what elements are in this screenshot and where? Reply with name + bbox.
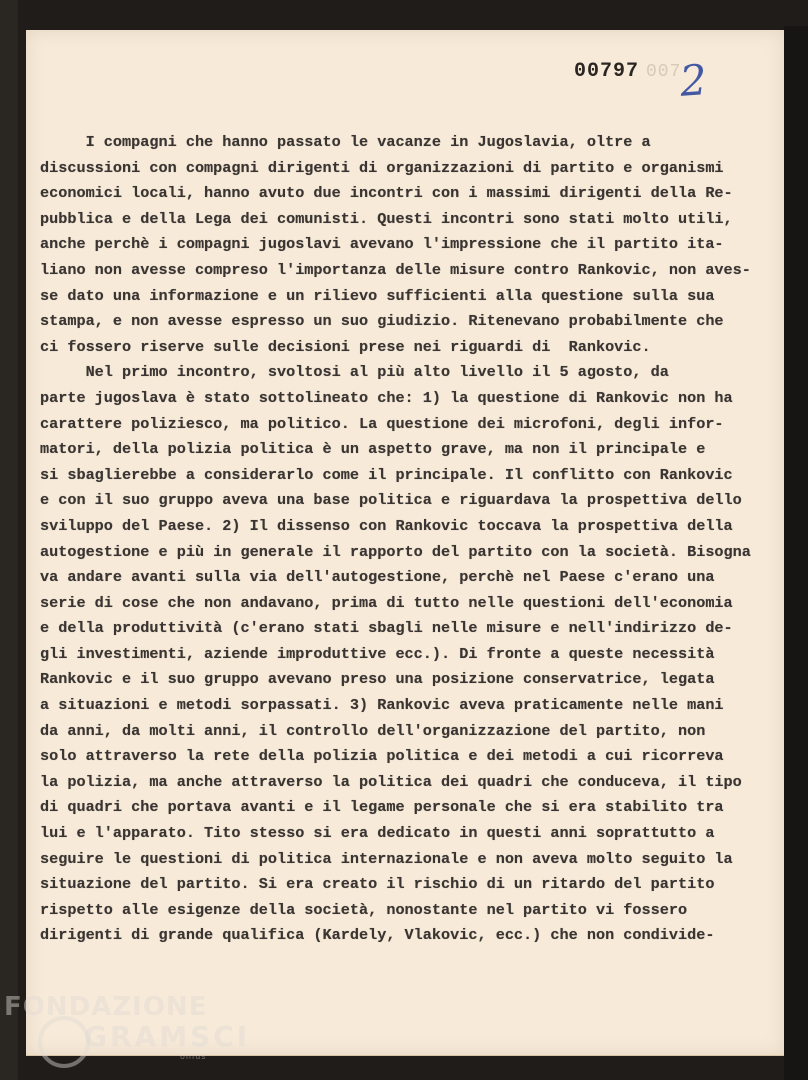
text-line: lui e l'apparato. Tito stesso si era dedicato in questi anni soprattutto a — [40, 824, 715, 843]
watermark-subtitle: onlus — [180, 1052, 207, 1061]
faded-archive-number: 007 — [646, 62, 682, 82]
text-line: Rankovic e il suo gruppo avevano preso una posizione conservatrice, legata — [40, 670, 715, 689]
text-line: se dato una informazione e un rilievo sufficienti alla questione sulla sua — [40, 286, 715, 305]
text-line: parte jugoslava è stato sottolineato che: 1) la questione di Rankovic non ha — [40, 388, 733, 407]
text-line: situazione del partito. Si era creato il rischio di un ritardo del partito — [40, 875, 715, 894]
text-line: autogestione e più in generale il rapporto del partito con la società. Bisogna — [40, 542, 751, 561]
text-line: sviluppo del Paese. 2) Il dissenso con Rankovic toccava la prospettiva della — [40, 516, 733, 535]
watermark-line-1: FONDAZIONE — [4, 992, 208, 1022]
text-line: discussioni con compagni dirigenti di organizzazioni di partito e organismi — [40, 158, 724, 177]
handwritten-page-number: 2 — [678, 55, 709, 106]
text-line: e della produttività (c'erano stati sbagli nelle misure e nell'indirizzo de- — [40, 619, 733, 638]
watermark-line-2: GRAMSCI — [84, 1020, 251, 1053]
text-line: solo attraverso la rete della polizia politica e dei metodi a cui ricorreva — [40, 747, 724, 766]
text-line: dirigenti di grande qualifica (Kardely, Vlakovic, ecc.) che non condivide- — [40, 926, 715, 945]
text-line: gli investimenti, aziende improduttive ecc.). Di fronte a queste necessità — [40, 644, 715, 663]
text-line: stampa, e non avesse espresso un suo giudizio. Ritenevano probabilmente che — [40, 312, 724, 331]
text-line: si sbaglierebbe a considerarlo come il principale. Il conflitto con Rankovic — [40, 465, 733, 484]
text-line: matori, della polizia politica è un aspetto grave, ma non il principale e — [40, 440, 706, 459]
scan-right-border — [784, 26, 808, 1080]
text-line: seguire le questioni di politica internazionale e non aveva molto seguito la — [40, 849, 733, 868]
text-line: va andare avanti sulla via dell'autogestione, perchè nel Paese c'erano una — [40, 568, 715, 587]
text-line: a situazioni e metodi sorpassati. 3) Rankovic aveva praticamente nelle mani — [40, 696, 724, 715]
text-line: serie di cose che non andavano, prima di tutto nelle questioni dell'economia — [40, 593, 733, 612]
typewritten-body-text — [40, 130, 780, 949]
scan-left-border — [0, 0, 18, 1080]
text-line: liano non avesse compreso l'importanza delle misure contro Rankovic, non aves- — [40, 260, 751, 279]
text-line: rispetto alle esigenze della società, nonostante nel partito vi fossero — [40, 900, 688, 919]
text-line: la polizia, ma anche attraverso la politica dei quadri che conduceva, il tipo — [40, 772, 742, 791]
text-line: anche perchè i compagni jugoslavi avevano l'impressione che il partito ita- — [40, 235, 724, 254]
text-line: carattere poliziesco, ma politico. La questione dei microfoni, degli infor- — [40, 414, 724, 433]
text-line: pubblica e della Lega dei comunisti. Questi incontri sono stati molto utili, — [40, 209, 733, 228]
text-line: ci fossero riserve sulle decisioni prese nei riguardi di Rankovic. — [40, 337, 651, 356]
text-line: e con il suo gruppo aveva una base politica e riguardava la prospettiva dello — [40, 491, 742, 510]
text-line: I compagni che hanno passato le vacanze in Jugoslavia, oltre a — [40, 133, 651, 151]
text-line: economici locali, hanno avuto due incontri con i massimi dirigenti della Re- — [40, 184, 733, 203]
text-line: Nel primo incontro, svoltosi al più alto livello il 5 agosto, da — [40, 363, 669, 382]
watermark-logo-ring — [38, 1016, 90, 1068]
text-line: di quadri che portava avanti e il legame personale che si era stabilito tra — [40, 798, 724, 817]
archive-number: 00797 — [574, 60, 640, 83]
text-line: da anni, da molti anni, il controllo dell'organizzazione del partito, non — [40, 721, 706, 740]
